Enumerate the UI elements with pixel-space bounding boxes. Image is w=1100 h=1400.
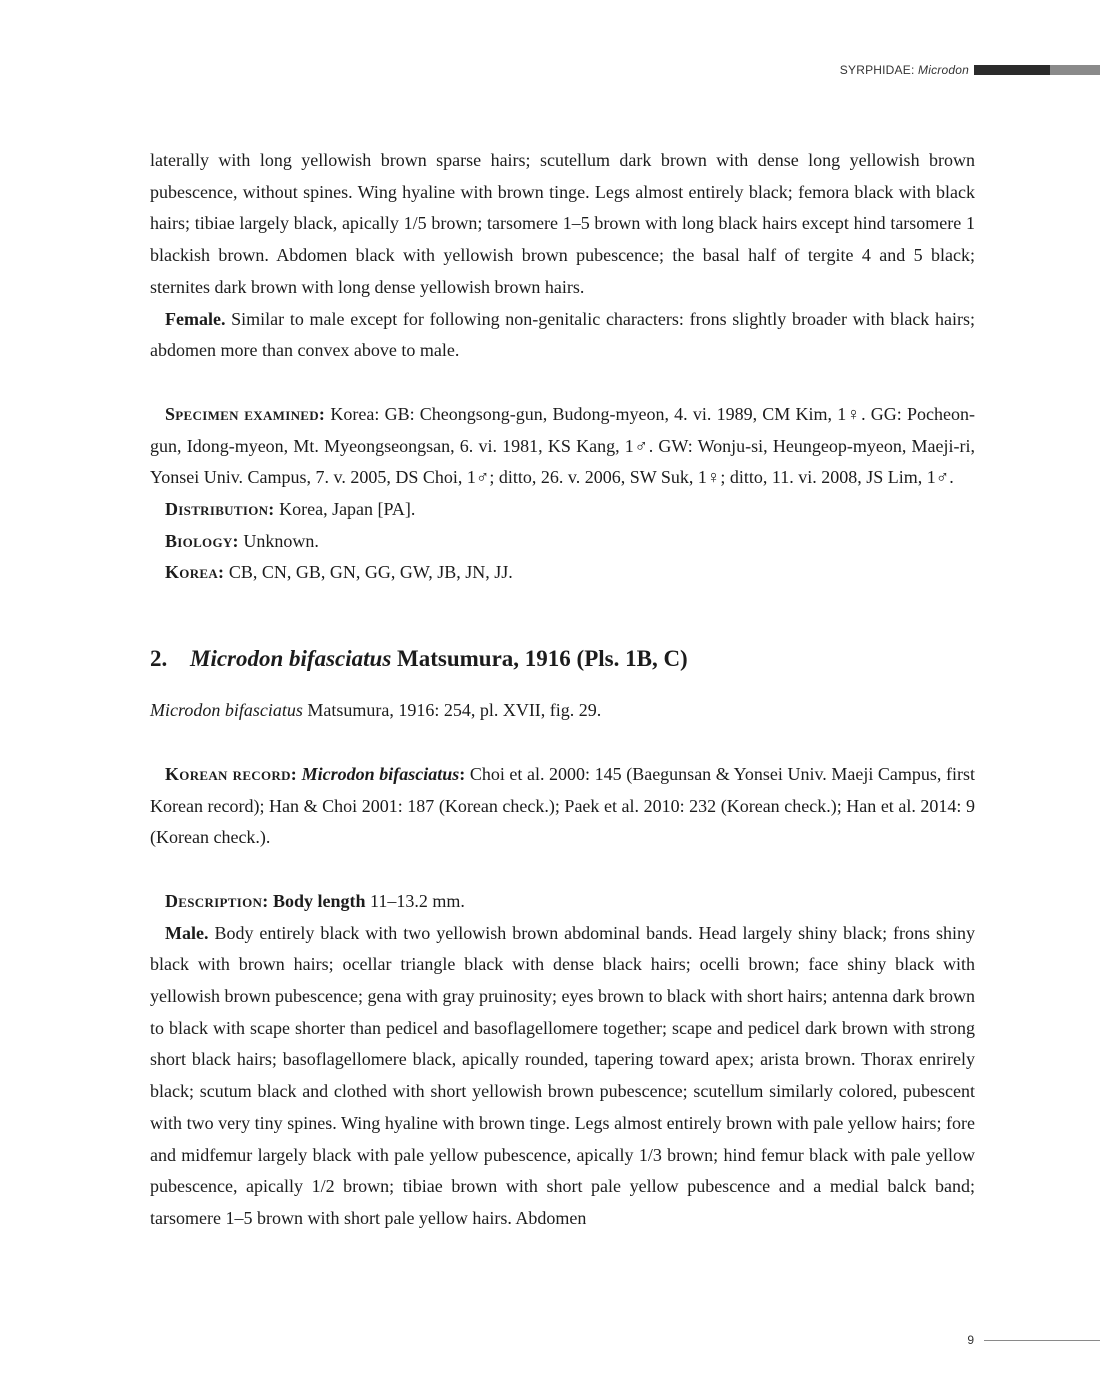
description-paragraph: [150, 886, 975, 918]
korean-record-paragraph: [150, 759, 975, 854]
body-length-label: Body length: [268, 890, 366, 911]
species-citation: [150, 695, 975, 727]
page-footer: [967, 1333, 1100, 1347]
distribution-paragraph: [150, 494, 975, 526]
korean-record-name: Microdon bifasciatus: [301, 763, 460, 784]
korean-record-text: Choi et al. 2000: 145 (Baegunsan & Yonsei Univ. Maeji Campus, first Korean record); Han & Choi 2001: 187 (Korean check.); Paek et al. 2010: 232 (Korean check.); Han et al. 2014: 9 (Korean check.).: [150, 763, 975, 848]
male-text: Body entirely black with two yellowish brown abdominal bands. Head largely shiny black; frons shiny black with brown hairs; ocellar triangle black with dense black hairs; ocelli brown; face shiny black with yellowish brown pubescence; gena with gray pruinosity; eyes brown to black with short hairs; antenna dark brown to black with scape shorter than pedicel and basoflagellomere together; scape and pedicel dark brown with strong short black hairs; basoflagellomere black, apically rounded, tapering toward apex; arista brown. Thorax enrirely black; scutum black and clothed with short yellowish brown pubescence; scutellum similarly colored, pubescent with two very tiny spines. Wing hyaline with brown tinge. Legs almost entirely brown with pale yellow hairs; fore and midfemur largely black with pale yellow pubescence, apically 1/3 brown; hind femur black with pale yellow pubescence, apically 1/2 brown; tibiae brown with short pale yellow pubescence and a medial balck band; tarsomere 1–5 brown with short pale yellow hairs. Abdomen: [150, 922, 975, 1228]
running-head-text: [840, 63, 969, 77]
spacer: [150, 727, 975, 759]
biology-paragraph: [150, 526, 975, 558]
species-author-year: Matsumura, 1916 (Pls. 1B, C): [391, 646, 688, 672]
female-paragraph: [150, 304, 975, 367]
distribution-text: Korea, Japan [PA].: [274, 499, 416, 520]
biology-label: Biology:: [165, 530, 239, 551]
footer-rule: [984, 1340, 1100, 1341]
korea-text: CB, CN, GB, GN, GG, GW, JB, JN, JJ.: [224, 562, 513, 583]
spacer: [150, 675, 975, 695]
running-head-genus: Microdon: [918, 63, 969, 77]
description-label: Description:: [165, 890, 269, 911]
male-label: Male.: [165, 922, 209, 943]
korean-record-label: Korean record:: [165, 763, 298, 784]
korea-paragraph: [150, 557, 975, 589]
specimen-examined-text: Korea: GB: Cheongsong-gun, Budong-myeon, 4. vi. 1989, CM Kim, 1♀. GG: Pocheon-gun, Idong-myeon, Mt. Myeongseongsan, 6. vi. 1981, KS Kang, 1♂. GW: Wonju-si, Heungeop-myeon, Maeji-ri, Yonsei Univ. Campus, 7. v. 2005, DS Choi, 1♂; ditto, 26. v. 2006, SW Suk, 1♀; ditto, 11. vi. 2008, JS Lim, 1♂.: [150, 403, 975, 488]
korean-record-colon: :: [459, 763, 466, 784]
specimen-examined-paragraph: [150, 399, 975, 494]
page-number: 9: [967, 1333, 974, 1347]
biology-text: Unknown.: [238, 530, 319, 551]
running-head-bar-dark: [974, 65, 1050, 75]
spacer: [150, 367, 975, 399]
species-number: 2.: [150, 646, 168, 672]
species-heading: [150, 643, 975, 675]
spacer: [150, 854, 975, 886]
male-paragraph: [150, 918, 975, 1235]
citation-text: Matsumura, 1916: 254, pl. XVII, fig. 29.: [302, 700, 602, 721]
body-length-value: 11–13.2 mm.: [365, 890, 465, 911]
running-head: [840, 63, 1100, 77]
page-content: [150, 145, 975, 1235]
female-text: Similar to male except for following non-genitalic characters: frons slightly broader with black hairs; abdomen more than convex above to male.: [150, 308, 975, 361]
running-head-family: SYRPHIDAE:: [839, 63, 915, 77]
spacer: [150, 589, 975, 643]
korea-label: Korea:: [165, 562, 225, 583]
species-name: Microdon bifasciatus: [190, 646, 392, 672]
distribution-label: Distribution:: [165, 499, 275, 520]
female-label: Female.: [165, 308, 226, 329]
citation-name: Microdon bifasciatus: [150, 700, 303, 721]
running-head-bar-grey: [1050, 65, 1100, 75]
male-description-continued: laterally with long yellowish brown sparse hairs; scutellum dark brown with dense long yellowish brown pubescence, without spines. Wing hyaline with brown tinge. Legs almost entirely black; femora black with black hairs; tibiae largely black, apically 1/5 brown; tarsomere 1–5 brown with long black hairs except hind tarsomere 1 blackish brown. Abdomen black with yellowish brown pubescence; the basal half of tergite 4 and 5 black; sternites dark brown with long dense yellowish brown hairs.: [150, 150, 975, 297]
specimen-examined-label: Specimen examined:: [165, 403, 326, 424]
